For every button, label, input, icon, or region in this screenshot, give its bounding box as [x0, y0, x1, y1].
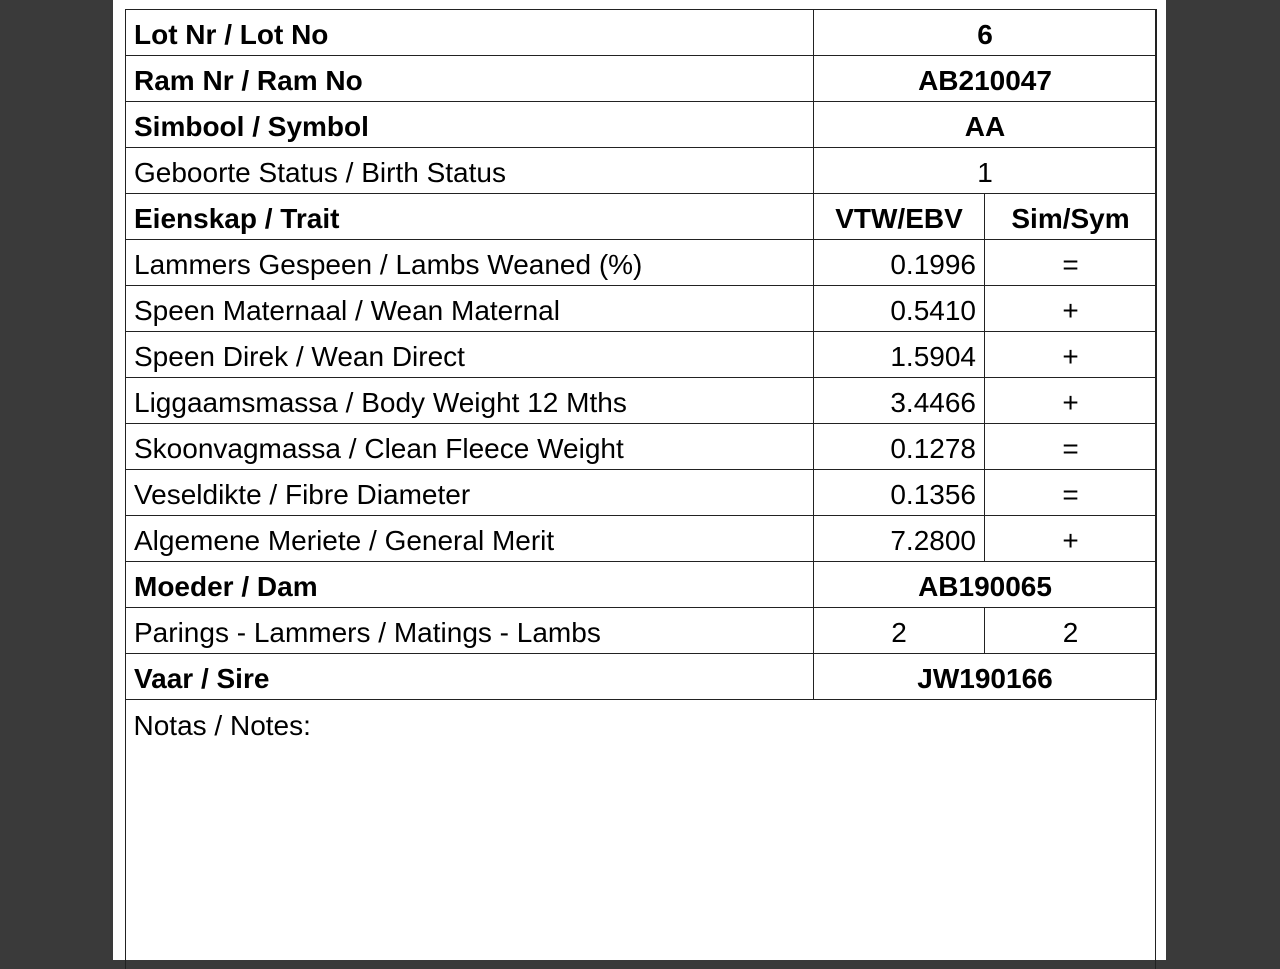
symbol-label: Simbool / Symbol	[126, 102, 814, 148]
sire-row	[126, 654, 1157, 700]
trait-sym: +	[985, 332, 1157, 378]
trait-ebv: 0.5410	[814, 286, 985, 332]
dam-label: Moeder / Dam	[126, 562, 814, 608]
sym-header: Sim/Sym	[985, 194, 1157, 240]
trait-label: Speen Direk / Wean Direct	[126, 332, 814, 378]
trait-row	[126, 286, 1157, 332]
trait-row	[126, 516, 1157, 562]
trait-row	[126, 470, 1157, 516]
dam-row	[126, 562, 1157, 608]
trait-label: Lammers Gespeen / Lambs Weaned (%)	[126, 240, 814, 286]
trait-row	[126, 332, 1157, 378]
lot-row	[126, 10, 1157, 56]
birth-status-row	[126, 148, 1157, 194]
trait-sym: =	[985, 470, 1157, 516]
trait-ebv: 0.1356	[814, 470, 985, 516]
trait-ebv: 3.4466	[814, 378, 985, 424]
trait-ebv: 1.5904	[814, 332, 985, 378]
ram-row	[126, 56, 1157, 102]
trait-sym: =	[985, 240, 1157, 286]
notes-row	[126, 700, 1157, 747]
trait-sym: +	[985, 286, 1157, 332]
trait-ebv: 0.1996	[814, 240, 985, 286]
trait-row	[126, 424, 1157, 470]
ram-value: AB210047	[814, 56, 1157, 102]
trait-label: Algemene Meriete / General Merit	[126, 516, 814, 562]
birth-status-label: Geboorte Status / Birth Status	[126, 148, 814, 194]
birth-status-value: 1	[814, 148, 1157, 194]
trait-label: Liggaamsmassa / Body Weight 12 Mths	[126, 378, 814, 424]
trait-ebv: 7.2800	[814, 516, 985, 562]
matings-row	[126, 608, 1157, 654]
ram-label: Ram Nr / Ram No	[126, 56, 814, 102]
sire-label: Vaar / Sire	[126, 654, 814, 700]
dam-value: AB190065	[814, 562, 1157, 608]
trait-label: Skoonvagmassa / Clean Fleece Weight	[126, 424, 814, 470]
trait-label: Speen Maternaal / Wean Maternal	[126, 286, 814, 332]
document-page	[113, 0, 1166, 960]
trait-header-row	[126, 194, 1157, 240]
matings-label: Parings - Lammers / Matings - Lambs	[126, 608, 814, 654]
symbol-value: AA	[814, 102, 1157, 148]
sire-value: JW190166	[814, 654, 1157, 700]
ram-info-table	[125, 9, 1157, 746]
lambs-count: 2	[985, 608, 1157, 654]
trait-label: Veseldikte / Fibre Diameter	[126, 470, 814, 516]
trait-sym: =	[985, 424, 1157, 470]
trait-row	[126, 378, 1157, 424]
trait-header-label: Eienskap / Trait	[126, 194, 814, 240]
ebv-header: VTW/EBV	[814, 194, 985, 240]
trait-ebv: 0.1278	[814, 424, 985, 470]
matings-count: 2	[814, 608, 985, 654]
trait-sym: +	[985, 378, 1157, 424]
notes-label: Notas / Notes:	[133, 710, 311, 741]
trait-row	[126, 240, 1157, 286]
symbol-row	[126, 102, 1157, 148]
lot-label: Lot Nr / Lot No	[126, 10, 814, 56]
trait-sym: +	[985, 516, 1157, 562]
lot-value: 6	[814, 10, 1157, 56]
